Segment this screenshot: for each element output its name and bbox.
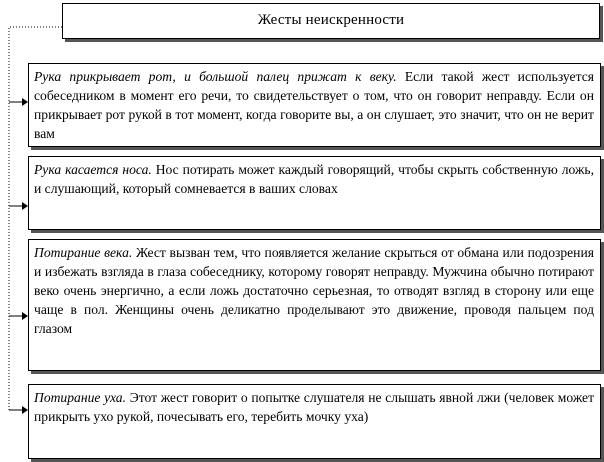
gesture-item-ear-rub — [28, 384, 601, 459]
gesture-text: Этот жест говорит о попытке слушателя не слышать явной лжи (человек может прикрыть ухо рукой, почесывать его, теребить мочку уха) — [34, 390, 595, 424]
gesture-paragraph — [34, 160, 594, 198]
gesture-heading: Потирание века. — [34, 245, 133, 260]
gesture-heading: Рука касается носа. — [34, 162, 152, 177]
gesture-text: Нос потирать может каждый говорящий, чтобы скрыть собственную ложь, и слушающий, который сомневается в ваших словах — [34, 162, 594, 196]
gesture-paragraph — [34, 67, 594, 143]
page-title: Жесты неискренности — [257, 12, 405, 28]
gesture-heading: Потирание уха. — [34, 390, 127, 405]
title-box — [62, 3, 600, 39]
gesture-heading: Рука прикрывает рот, и большой палец прижат к веку. — [34, 69, 397, 84]
gesture-paragraph — [34, 243, 594, 338]
gesture-text: Если такой жест используется собеседником в момент его речи, то свидетельствует о том, что он говорит неправду. Если он прикрывает рот рукой в тот момент, когда говорите вы, а он слушает, это значит, что он не верит вам — [34, 69, 594, 141]
gesture-text: Жест вызван тем, что появляется желание скрыться от обмана или подозрения и избежать взгляда в глаза собеседнику, которому говорят неправду. Мужчина обычно потирают веко очень энергично, а если ложь достаточно серьезная, то отводят взгляд в сторону или еще чаще в пол. Женщины очень деликатно проделывают это движение, проводя пальцем под глазом — [34, 245, 594, 336]
gesture-item-nose-touch — [28, 156, 601, 230]
gesture-item-eyelid-rub — [28, 239, 601, 371]
gesture-paragraph — [34, 388, 594, 426]
gesture-item-mouth-cover — [28, 63, 601, 147]
